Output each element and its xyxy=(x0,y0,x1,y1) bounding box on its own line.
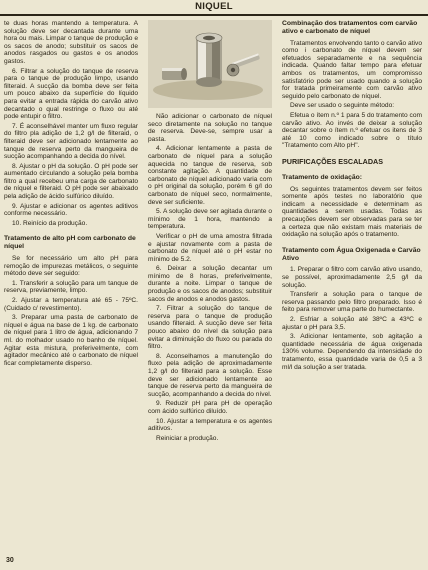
paragraph: 3. Preparar uma pasta de carbonato de níquel e água na base de 1 kg. de carbonato de níquel para 1 litro de água, adicionando 7 ml. do molhador usado no banho de níquel. Agitar esta mistura, preferivelmente, com agitador mecânico até o carbonato de níquel ficar completamente disperso. xyxy=(4,314,138,367)
page-header-title: NIQUEL xyxy=(195,1,233,12)
paragraph: 6. Filtrar a solução do tanque de reserva para o tanque de produção limpo, usando filteraid. A sucção da bomba deve ser feita um pouco abaixo da superfície do líquido para evitar a entrada rápida do carvão ativo decantado o qual restringe o fluxo ou até pode entupir o filtro. xyxy=(4,67,138,121)
paragraph: 4. Adicionar lentamente a pasta de carbonato de níquel para a solução aquecida no tanque de reserva, sob constante agitação. A quantidade de carbonato de níquel adicionado varia com o pH original da solução, porém 6 g/l do carbonato de níquel seco, normalmente, deve ser suficiente. xyxy=(148,145,272,206)
section-heading: Tratamento de oxidação: xyxy=(282,173,363,181)
paragraph: 1. Preparar o filtro com carvão ativo usando, se possível, aproximadamente 2,5 g/l da solução. xyxy=(282,266,422,289)
paragraph: Transferir a solução para o tanque de reserva passando pelo filtro preparado. Isso é feito para remover uma parte do humectante. xyxy=(282,291,422,314)
paragraph: Se for necessário um alto pH para remoção de impurezas metálicos, o seguinte método deve ser seguido: xyxy=(4,255,138,278)
text-column-right xyxy=(282,20,422,550)
paragraph: Os seguintes tratamentos devem ser feitos somente após testes no laboratório que indicam a necessidade e determinam as quantidades a serem usadas. Todas as precauções devem ser observadas para se ter a certeza que não existam mais materiais de oxidação na solução após o tratamento. xyxy=(282,185,422,239)
paragraph: 5. A solução deve ser agitada durante o mínimo de 1 hora, mantendo a temperatura. xyxy=(148,208,272,231)
equipment-photo xyxy=(148,20,272,108)
paragraph: Não adicionar o carbonato de níquel seco diretamente na solução no tanque de reserva. Deve-se, sempre usar a pasta. xyxy=(148,113,272,143)
section-heading: Tratamento de alto pH com carbonato de níquel xyxy=(4,235,136,251)
paragraph: 7. É aconselhável manter um fluxo regular do filtro pla adição de 1,2 g/l de filteraid, o filteraid deve ser adicionado lentamente ao tanque de reserva perto da mangueira de sucção acompanhando a decida do nível. xyxy=(4,122,138,161)
paragraph: 6. Deixar a solução decantar um mínimo de 8 horas, preferivelmente, durante a noite. Limpar o tanque de produção e os sacos de anodos; substituir sacos de anodos e anodos gastos. xyxy=(148,265,272,303)
metal-parts-image xyxy=(148,20,272,108)
text-column-middle xyxy=(148,113,272,550)
paragraph: Efetua o ítem n.º 1 para 5 do tratamento com carvão ativo. Ao invés de deixar a solução decantar sobre o ítem n.º efetuar os itens de 3 até 10 como indicado sobre o título "Tratamento com Alto pH". xyxy=(282,111,422,150)
paragraph: Tratamentos envolvendo tanto o carvão ativo como i carbonato de níquel devem ser efetuados separadamente e na sequência indicada. Quando faltar tempo para efetuar ambos os tratamentos, um compromisso satisfatório pode ser usado quando a solução for tratada primeiramente com carvão ativo seguido pelo carbonato de níquel. xyxy=(282,39,422,100)
paragraph: 8. Ajustar o pH da solução. O pH pode ser aumentado circulando a solução pela bomba filtro a qual recebeu uma carga de carbonato de níquel e filteraid. O pH pode ser abaixado pela adição de ácido sulfúrico diluído. xyxy=(4,162,138,201)
section-heading: Tratamento com Água Oxigenada e Carvão Ativo xyxy=(282,246,421,262)
paragraph: 7. Filtrar a solução do tanque de reserva para o tanque de produção usando filteraid. A sucção deve ser feita pouco abaixo do nível da solução para evitar a diminuição do fluxo ou parada do filtro. xyxy=(148,305,272,351)
paragraph: 9. Ajustar e adicionar os agentes aditivos conforme necessário. xyxy=(4,202,138,218)
page-header xyxy=(0,0,428,16)
paragraph: Reiniciar a produção. xyxy=(156,434,219,442)
paragraph: 10. Ajustar a temperatura e os agentes aditivos. xyxy=(148,417,272,433)
paragraph: 1. Transferir a solução para um tanque de reserva, previamente, limpo. xyxy=(4,279,138,295)
paragraph: Verificar o pH de uma amostra filtrada e ajustar novamente com a pasta de carbonato de níquel até o pH estar no mínimo de 5.2. xyxy=(148,232,272,263)
paragraph: Deve ser usado o seguinte método: xyxy=(290,102,395,110)
paragraph: 10. Reinício da produção. xyxy=(12,219,88,227)
text-column-left xyxy=(4,20,138,550)
section-title: PURIFICAÇÕES ESCALADAS xyxy=(282,156,384,166)
paragraph: 9. Reduzir pH para pH de operação com ácido sulfúrico diluído. xyxy=(148,400,272,415)
section-heading: Combinação dos tratamentos com carvão ativo e carbonato de níquel xyxy=(282,20,418,35)
paragraph: 8. Aconselhamos a manutenção do fluxo pela adição de aproximadamente 1,2 g/l do filteraid para a solução. Esse deve ser adicionado lentamente ao tanque de reserva perto da mangueira de sucção, acompanhando a decida do nível. xyxy=(148,352,272,398)
paragraph: te duas horas mantendo a temperatura. A solução deve ser decantada durante uma hora ou mais. Limpar o tanque de produção e os sacos de anodo; substituir os sacos de anodos rasgados ou gastos e os anodos gastos. xyxy=(4,20,138,65)
paragraph: 3. Adicionar lentamente, sob agitação a quantidade necessária de água oxigenada 130% volume. Dependendo da intensidade do tratamento, essa quantidade varia de 0,5 a 3 ml/l da solução a ser tratada. xyxy=(282,333,422,371)
paragraph: 2. Esfriar a solução até 38ºC a 43ºC e ajustar o pH para 3,5. xyxy=(282,316,422,331)
paragraph: 2. Ajustar a temperatura até 65 - 75ºC. (Cuidado c/ revestimento). xyxy=(4,297,138,312)
page-number: 30 xyxy=(6,557,14,564)
